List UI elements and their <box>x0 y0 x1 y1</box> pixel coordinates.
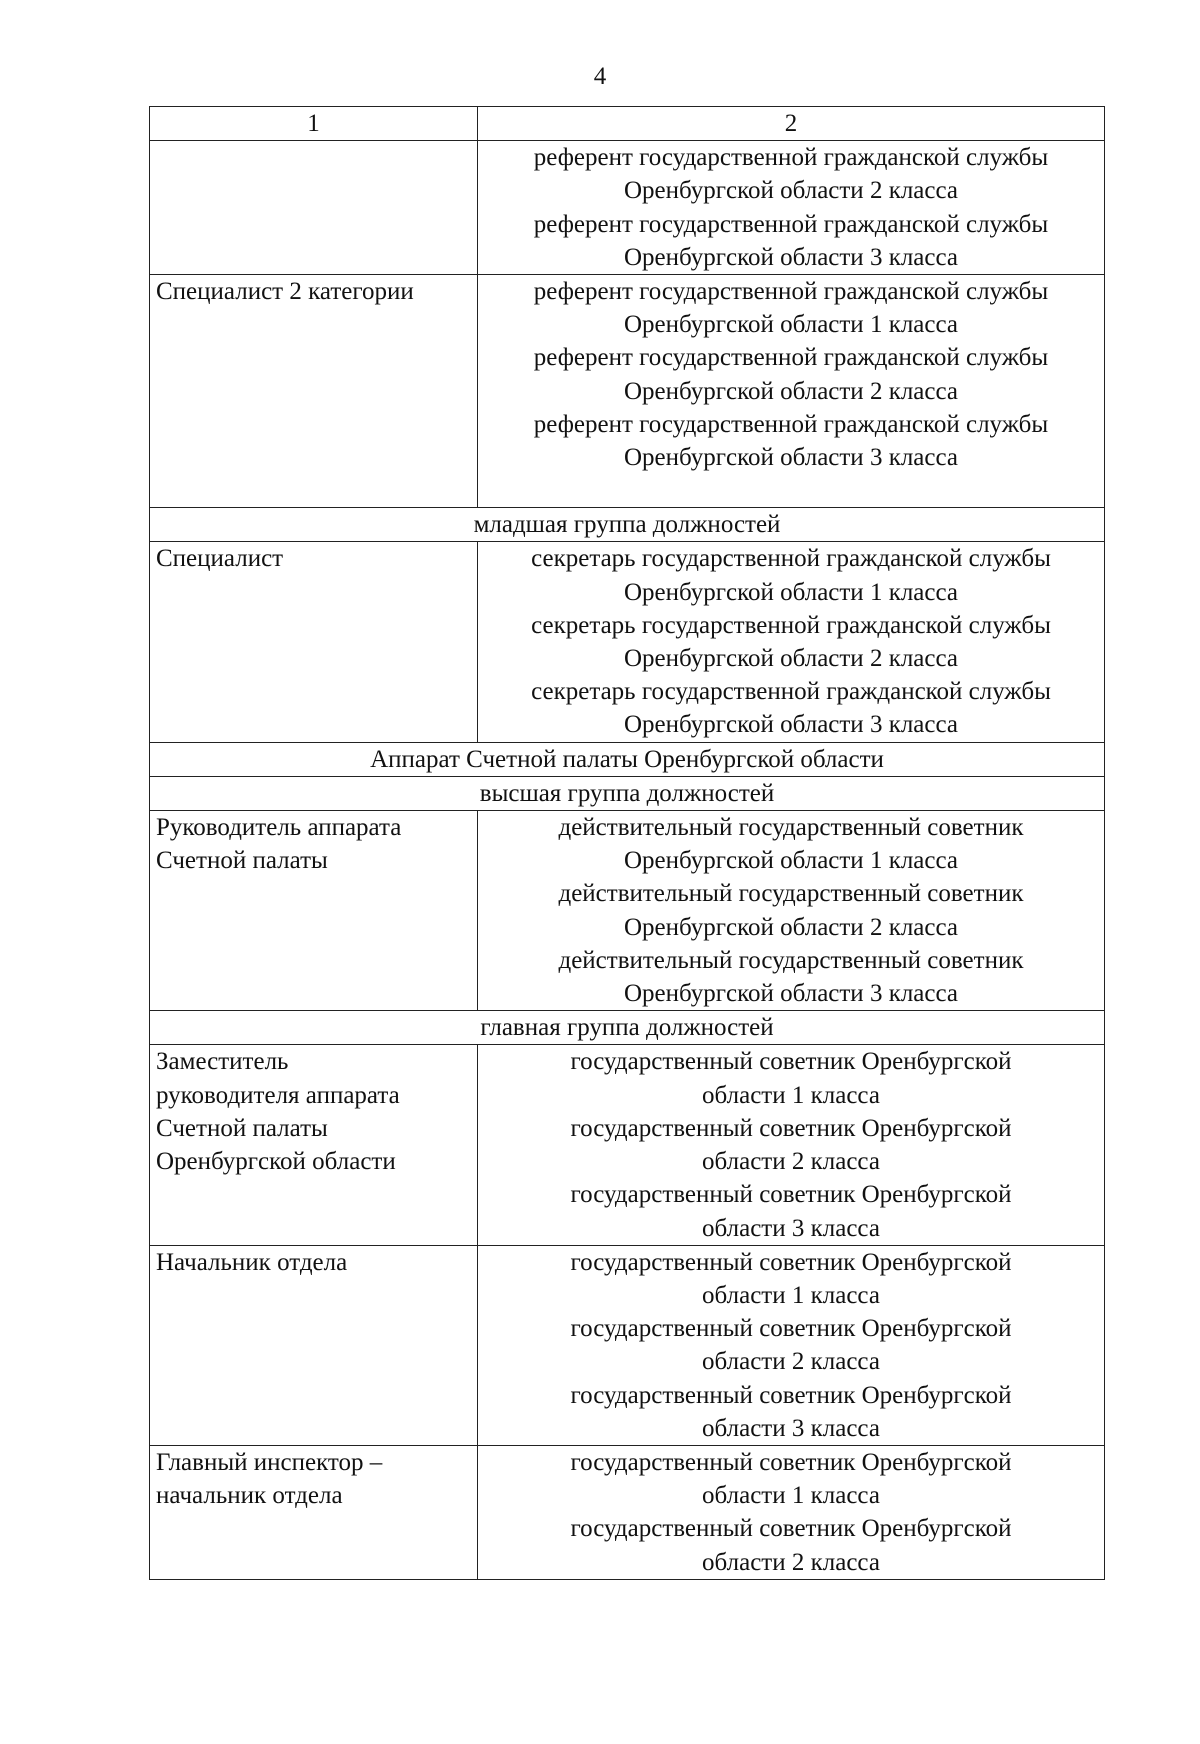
table-row <box>150 1045 1105 1245</box>
position-cell <box>150 275 478 508</box>
position-line: Руководитель аппарата <box>156 814 402 842</box>
position-cell <box>150 141 478 275</box>
group-row <box>150 742 1105 776</box>
rank-line: области 3 класса <box>702 1214 880 1242</box>
rank-line: референт государственной гражданской службы <box>533 278 1049 306</box>
rank-line: области 1 класса <box>702 1482 880 1510</box>
rank-line: государственный советник Оренбургской <box>570 1315 1012 1343</box>
ranks-cell <box>478 542 1105 742</box>
ranks-cell <box>478 275 1105 508</box>
rank-line: области 2 класса <box>702 1148 880 1176</box>
ranks-cell <box>478 811 1105 1011</box>
ranks-cell <box>478 1045 1105 1245</box>
rank-line: государственный советник Оренбургской <box>570 1181 1012 1209</box>
rank-line: Оренбургской области 1 класса <box>623 578 959 606</box>
rank-line: Оренбургской области 2 класса <box>623 177 959 205</box>
group-row <box>150 776 1105 810</box>
rank-line: секретарь государственной гражданской службы <box>531 545 1051 573</box>
rank-line: Оренбургской области 3 класса <box>623 711 959 739</box>
table-row <box>150 542 1105 742</box>
position-line: Главный инспектор – <box>156 1448 383 1476</box>
rank-line: области 2 класса <box>702 1348 880 1376</box>
rank-line: действительный государственный советник <box>558 880 1024 908</box>
rank-line: Оренбургской области 2 класса <box>623 377 959 405</box>
rank-line: государственный советник Оренбургской <box>570 1515 1012 1543</box>
group-title: высшая группа должностей <box>150 776 1105 810</box>
rank-line: области 1 класса <box>702 1281 880 1309</box>
table-row <box>150 1245 1105 1445</box>
table-row <box>150 1445 1105 1579</box>
rank-line: секретарь государственной гражданской службы <box>531 678 1051 706</box>
rank-line: действительный государственный советник <box>558 946 1024 974</box>
rank-line: референт государственной гражданской службы <box>533 410 1049 438</box>
rank-line: государственный советник Оренбургской <box>570 1248 1012 1276</box>
column-header-1: 1 <box>150 107 478 141</box>
position-line: Счетной палаты <box>156 847 328 875</box>
rank-line: области 2 класса <box>702 1548 880 1576</box>
rank-line: государственный советник Оренбургской <box>570 1114 1012 1142</box>
position-line: Специалист 2 категории <box>156 278 414 306</box>
table-header-row <box>150 107 1105 141</box>
table-row <box>150 275 1105 508</box>
rank-line: секретарь государственной гражданской службы <box>531 611 1051 639</box>
rank-line: Оренбургской области 2 класса <box>623 913 959 941</box>
blank-space <box>482 474 1100 507</box>
group-title: младшая группа должностей <box>150 508 1105 542</box>
rank-line: Оренбургской области 1 класса <box>623 847 959 875</box>
group-row <box>150 1011 1105 1045</box>
page-number: 4 <box>593 63 607 90</box>
position-line: Начальник отдела <box>156 1248 348 1276</box>
group-row <box>150 508 1105 542</box>
position-line: Счетной палаты <box>156 1114 328 1142</box>
section-title: Аппарат Счетной палаты Оренбургской области <box>150 742 1105 776</box>
table-row <box>150 811 1105 1011</box>
ranks-cell <box>478 1245 1105 1445</box>
rank-line: референт государственной гражданской службы <box>533 210 1049 238</box>
rank-line: референт государственной гражданской службы <box>533 144 1049 172</box>
rank-line: государственный советник Оренбургской <box>570 1381 1012 1409</box>
positions-table <box>149 106 1105 1580</box>
rank-line: референт государственной гражданской службы <box>533 344 1049 372</box>
ranks-cell <box>478 1445 1105 1579</box>
rank-line: государственный советник Оренбургской <box>570 1048 1012 1076</box>
position-cell <box>150 811 478 1011</box>
position-line: руководителя аппарата <box>156 1081 400 1109</box>
column-header-2: 2 <box>478 107 1105 141</box>
position-line: Специалист <box>156 545 284 573</box>
rank-line: Оренбургской области 3 класса <box>623 444 959 472</box>
rank-line: Оренбургской области 3 класса <box>623 980 959 1008</box>
group-title: главная группа должностей <box>150 1011 1105 1045</box>
rank-line: Оренбургской области 3 класса <box>623 243 959 271</box>
ranks-cell <box>478 141 1105 275</box>
rank-line: Оренбургской области 2 класса <box>623 645 959 673</box>
position-line: начальник отдела <box>156 1482 343 1510</box>
rank-line: области 3 класса <box>702 1414 880 1442</box>
table-row <box>150 141 1105 275</box>
position-line: Оренбургской области <box>156 1148 396 1176</box>
position-cell <box>150 1045 478 1245</box>
position-cell <box>150 542 478 742</box>
position-line: Заместитель <box>156 1048 289 1076</box>
position-cell <box>150 1445 478 1579</box>
rank-line: действительный государственный советник <box>558 814 1024 842</box>
rank-line: Оренбургской области 1 класса <box>623 311 959 339</box>
rank-line: государственный советник Оренбургской <box>570 1448 1012 1476</box>
position-cell <box>150 1245 478 1445</box>
rank-line: области 1 класса <box>702 1081 880 1109</box>
